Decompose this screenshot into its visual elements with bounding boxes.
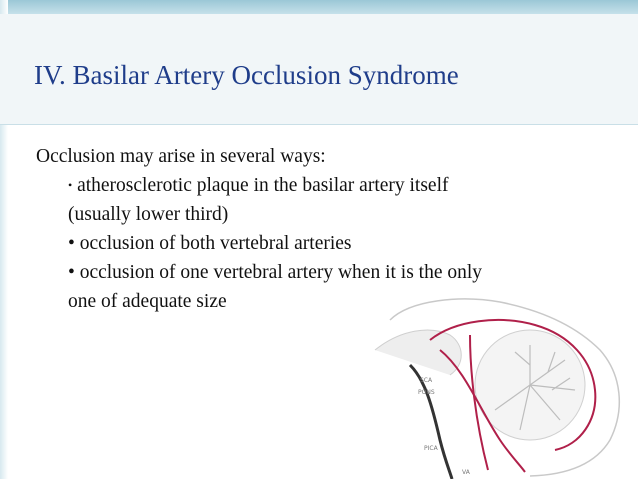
bullet-marker: • [68,262,75,283]
label-va: VA [462,469,470,476]
label-pons: PONS [418,389,435,396]
figure-labels [418,377,471,476]
title-bar [0,14,638,125]
bullet-3-continuation: one of adequate size [68,291,227,312]
bullet-1 [36,171,606,200]
top-band [0,0,638,14]
bullet-marker: • [68,178,73,192]
bullet-text: occlusion of both vertebral arteries [79,233,352,254]
brainstem-artery-figure [370,290,632,479]
bullet-3 [36,258,606,287]
bullet-marker: • [68,233,75,254]
bullet-1-continuation: (usually lower third) [68,204,229,225]
label-pica: PICA [424,445,438,452]
outline-pons [375,330,461,375]
page-title: IV. Basilar Artery Occlusion Syndrome [34,60,459,90]
bullet-2 [36,229,606,258]
bullet-text: atherosclerotic plaque in the basilar artery itself [77,175,449,196]
intro-line: Occlusion may arise in several ways: [36,146,326,167]
label-sca: SCA [420,377,433,384]
bullet-text: occlusion of one vertebral artery when it is the only [79,262,483,283]
